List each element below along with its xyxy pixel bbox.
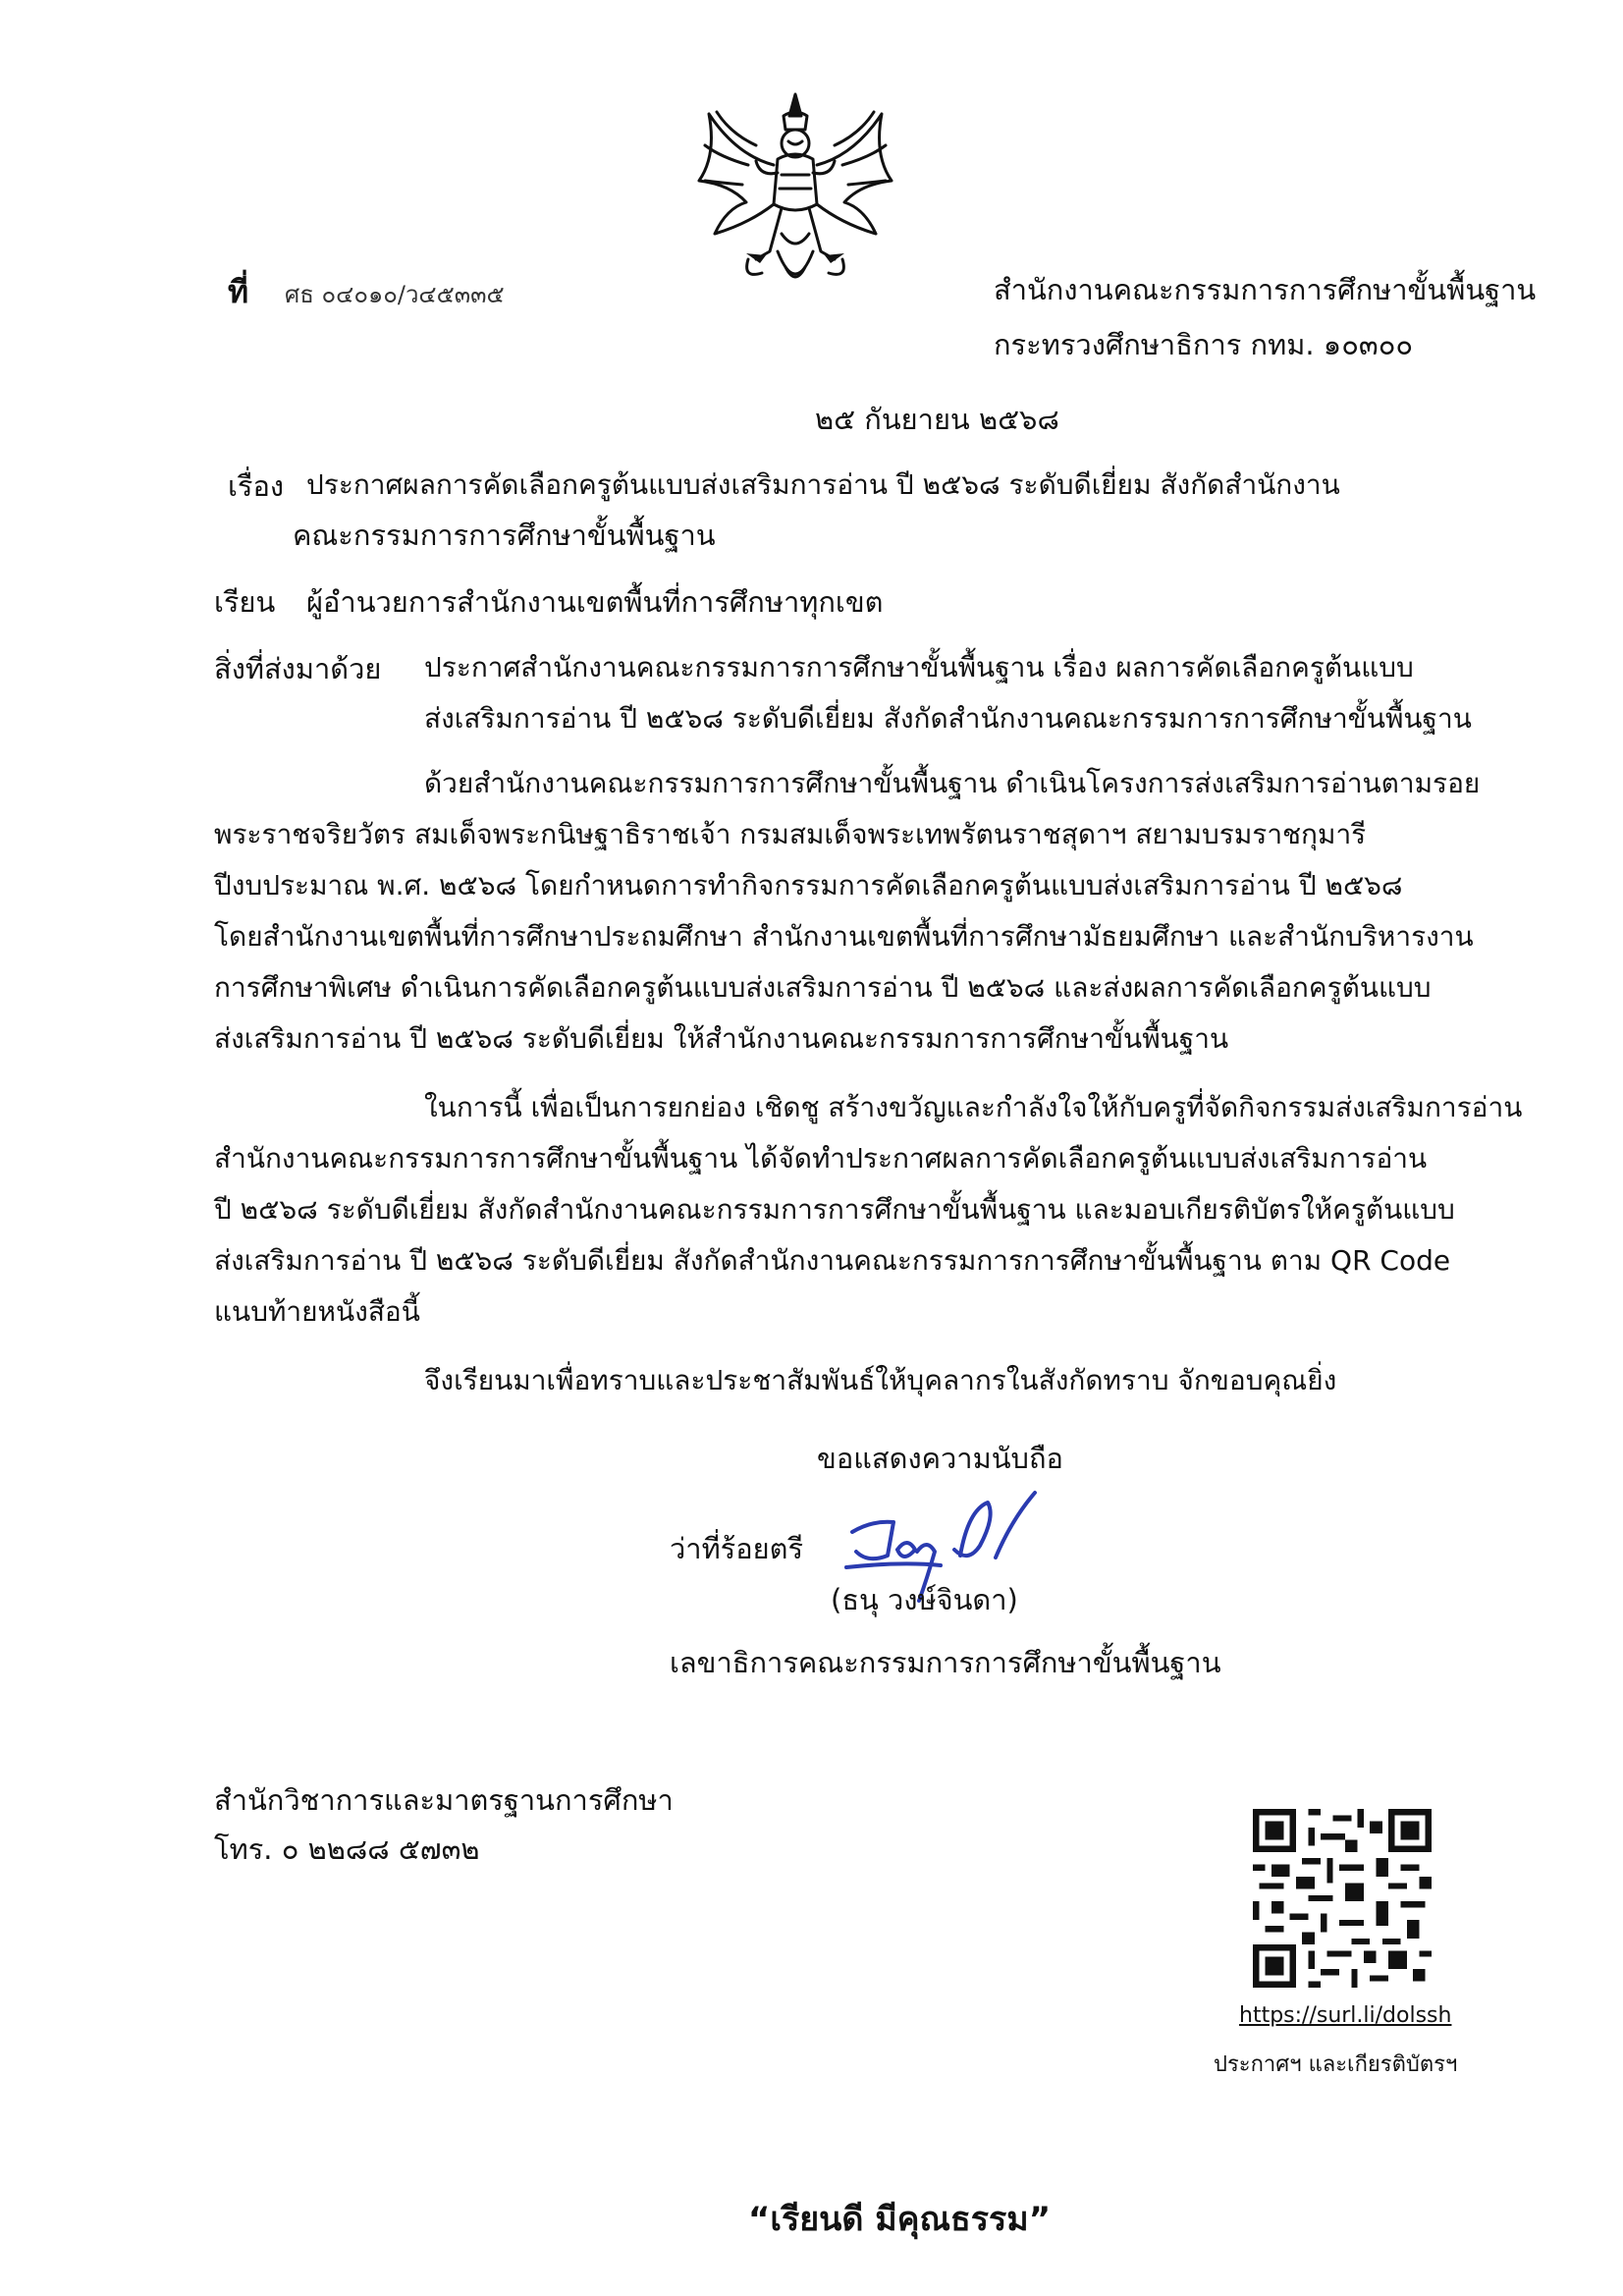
body-para2-line: ในการนี้ เพื่อเป็นการยกย่อง เชิดชู สร้างขวัญและกำลังใจให้กับครูที่จัดกิจกรรมส่งเสริมการอ่าน <box>424 1091 1523 1123</box>
contact-phone: โทร. ๐ ๒๒๘๘ ๕๗๓๒ <box>214 1832 480 1866</box>
body-para1-line: ส่งเสริมการอ่าน ปี ๒๕๖๘ ระดับดีเยี่ยม ให้สำนักงานคณะกรรมการการศึกษาขั้นพื้นฐาน <box>214 1022 1229 1055</box>
signatory-rank: ว่าที่ร้อยตรี <box>670 1532 804 1565</box>
subject-line-1: ประกาศผลการคัดเลือกครูต้นแบบส่งเสริมการอ่าน ปี ๒๕๖๘ ระดับดีเยี่ยม สังกัดสำนักงาน <box>306 468 1340 501</box>
body-para2-line: แนบท้ายหนังสือนี้ <box>214 1295 420 1328</box>
body-para1-line: ปีงบประมาณ พ.ศ. ๒๕๖๘ โดยกำหนดการทำกิจกรรมการคัดเลือกครูต้นแบบส่งเสริมการอ่าน ปี ๒๕๖๘ <box>214 869 1403 902</box>
closing-phrase: ขอแสดงความนับถือ <box>817 1442 1063 1475</box>
subject-label: เรื่อง <box>228 469 285 503</box>
body-para2-line: สำนักงานคณะกรรมการการศึกษาขั้นพื้นฐาน ได้จัดทำประกาศผลการคัดเลือกครูต้นแบบส่งเสริมการอ่าน <box>214 1142 1428 1175</box>
body-para3: จึงเรียนมาเพื่อทราบและประชาสัมพันธ์ให้บุคลากรในสังกัดทราบ จักขอบคุณยิ่ง <box>424 1364 1337 1396</box>
sender-organization: สำนักงานคณะกรรมการการศึกษาขั้นพื้นฐาน <box>994 273 1537 306</box>
qr-link[interactable]: https://surl.li/dolssh <box>1239 2003 1452 2028</box>
recipient-label: เรียน <box>214 585 276 619</box>
qr-code-icon[interactable] <box>1253 1809 1432 1988</box>
body-para1-line: ด้วยสำนักงานคณะกรรมการการศึกษาขั้นพื้นฐาน ดำเนินโครงการส่งเสริมการอ่านตามรอย <box>424 767 1481 799</box>
body-para1-line: พระราชจริยวัตร สมเด็จพระกนิษฐาธิราชเจ้า กรมสมเด็จพระเทพรัตนราชสุดาฯ สยามบรมราชกุมารี <box>214 818 1367 850</box>
sender-address: กระทรวงศึกษาธิการ กทม. ๑๐๓๐๐ <box>994 328 1414 361</box>
contact-office: สำนักวิชาการและมาตรฐานการศึกษา <box>214 1783 674 1817</box>
recipient-text: ผู้อำนวยการสำนักงานเขตพื้นที่การศึกษาทุกเขต <box>306 585 884 619</box>
body-para1-line: การศึกษาพิเศษ ดำเนินการคัดเลือกครูต้นแบบส่งเสริมการอ่าน ปี ๒๕๖๘ และส่งผลการคัดเลือกครูต้นแบบ <box>214 971 1432 1004</box>
motto: “เรียนดี มีคุณธรรม” <box>748 2200 1052 2239</box>
signatory-title: เลขาธิการคณะกรรมการการศึกษาขั้นพื้นฐาน <box>670 1646 1221 1679</box>
garuda-emblem-icon <box>687 86 903 312</box>
subject-line-2: คณะกรรมการการศึกษาขั้นพื้นฐาน <box>293 519 716 552</box>
body-para2-line: ปี ๒๕๖๘ ระดับดีเยี่ยม สังกัดสำนักงานคณะกรรมการการศึกษาขั้นพื้นฐาน และมอบเกียรติบัตรให้ครูต้นแบบ <box>214 1193 1455 1226</box>
body-para2-line: ส่งเสริมการอ่าน ปี ๒๕๖๘ ระดับดีเยี่ยม สังกัดสำนักงานคณะกรรมการการศึกษาขั้นพื้นฐาน ตาม QR Code <box>214 1244 1451 1277</box>
signatory-name: (ธนุ วงษ์จินดา) <box>831 1583 1018 1616</box>
enclosure-label: สิ่งที่ส่งมาด้วย <box>214 652 382 685</box>
body-para1-line: โดยสำนักงานเขตพื้นที่การศึกษาประถมศึกษา สำนักงานเขตพื้นที่การศึกษามัธยมศึกษา และสำนักบริหารงาน <box>214 920 1474 953</box>
enclosure-line-1: ประกาศสำนักงานคณะกรรมการการศึกษาขั้นพื้นฐาน เรื่อง ผลการคัดเลือกครูต้นแบบ <box>424 651 1414 683</box>
letter-date: ๒๕ กันยายน ๒๕๖๘ <box>815 403 1059 436</box>
reference-number: ศธ ๐๔๐๑๐/ว๔๕๓๓๕ <box>285 281 505 308</box>
qr-caption: ประกาศฯ และเกียรติบัตรฯ <box>1214 2052 1458 2077</box>
enclosure-line-2: ส่งเสริมการอ่าน ปี ๒๕๖๘ ระดับดีเยี่ยม สังกัดสำนักงานคณะกรรมการการศึกษาขั้นพื้นฐาน <box>424 702 1472 735</box>
reference-label: ที่ <box>228 273 249 310</box>
